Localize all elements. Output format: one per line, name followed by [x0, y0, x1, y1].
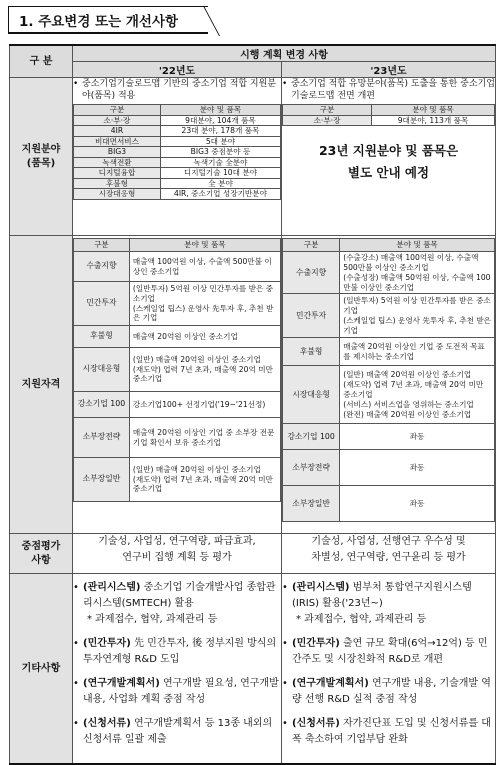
row-value: (일반투자) 5억원 이상 민간투자를 받은 중소기업 (스케일업 팁스) 운영사 先투자 후, 추천 받은 기업 — [340, 294, 495, 338]
table-row — [74, 282, 281, 326]
bullet-icon: • — [73, 638, 79, 649]
table-header: 분야 및 품목 — [160, 105, 280, 115]
support-field-label: 지원분야 (품목) — [10, 78, 73, 236]
row-category: 소부장전략 — [74, 418, 130, 458]
row-category: 소부장일반 — [283, 486, 340, 522]
year-23-header: '23년도 — [282, 62, 496, 78]
etc-item-text: 중소기업 기술개발사업 종합관리시스템(SMTECH) 활용 — [83, 582, 276, 609]
table-row — [74, 348, 281, 392]
row-category: 수출지향 — [283, 252, 340, 294]
row-category: 민간투자 — [74, 282, 130, 326]
etc-item-key: (신청서류) — [83, 718, 131, 729]
bullet-icon: • — [282, 582, 288, 593]
table-row — [74, 157, 281, 167]
etc-item-key: (연구개발계획서) — [292, 678, 369, 689]
row-category: 소·부·장 — [74, 115, 161, 125]
row-category: BIG3 — [74, 147, 161, 157]
table-row — [283, 294, 495, 338]
row-value: (일반) 매출액 20억원 이상인 중소기업 (재도약) 업력 7년 초과, 매출액 20억 미만 중소기업 (서비스) 서비스업을 영위하는 중소기업 (완전) 매출액 20억원 이상인 중소기업 — [340, 366, 495, 424]
table-row — [283, 252, 495, 294]
row-value: 강소기업100+ 선정기업('19~'21선정) — [129, 392, 280, 418]
etc-22 — [73, 574, 282, 764]
qualification-22-table — [73, 238, 281, 502]
row-category: 시장대응형 — [283, 366, 340, 424]
etc-item-text: 자가진단표 도입 및 신청서류를 대폭 축소하여 기업부담 완화 — [292, 718, 491, 745]
bullet-icon: • — [73, 678, 79, 689]
row-category: 소부장일반 — [74, 458, 130, 502]
table-header: 구분 — [74, 105, 161, 115]
support-field-23-notice: 23년 지원분야 및 품목은 별도 안내 예정 — [318, 143, 459, 181]
etc-item — [282, 676, 495, 708]
table-row — [74, 168, 281, 178]
row-category: 소·부·장 — [283, 115, 372, 125]
row-category: 수출지향 — [74, 252, 130, 282]
etc-item — [282, 716, 495, 748]
support-field-22: • 중소기업기술로드맵 기반의 중소기업 적합 지원분야(품목) 적용 구분 분야 및 품목 소·부·장 9대분야, 104개 품목 4IR 23대 분야, 178개 품목 비대면서비스 5대 분야 BIG3 BIG3 중점분야 등 녹색전환 녹색기술 全분야 디지털융합 디지털기술 10대 분야 후불형 全 분야 시장대응형 4IR, 중소기업 성장기반분야 — [73, 78, 282, 236]
row-value: 5대 분야 — [160, 136, 280, 146]
support-field-22-table — [73, 104, 281, 199]
row-category: 강소기업 100 — [74, 392, 130, 418]
table-row — [283, 115, 495, 125]
table-header: 분야 및 품목 — [372, 105, 495, 115]
table-header: 구분 — [283, 105, 372, 115]
row-value: 매출액 20억원 이상인 기업 중 도전적 목표를 제시하는 중소기업 — [340, 338, 495, 366]
row-value: 매출액 20억원 이상인 기업 중 소부장 전문기업 확인서 보유 중소기업 — [129, 418, 280, 458]
etc-item-note: * 과제접수, 협약, 과제관리 등 — [296, 614, 427, 625]
row-category: 4IR — [74, 126, 161, 136]
plan-title-header: 시행 계획 변경 사항 — [73, 45, 496, 62]
etc-item-key: (신청서류) — [292, 718, 340, 729]
etc-item — [73, 716, 281, 748]
etc-23 — [282, 574, 496, 764]
qualification-23-table — [282, 238, 495, 522]
table-row — [283, 338, 495, 366]
etc-item — [282, 580, 495, 628]
row-category: 민간투자 — [283, 294, 340, 338]
bullet-icon: • — [282, 718, 288, 729]
table-header: 분야 및 품목 — [129, 239, 280, 252]
table-row — [74, 458, 281, 502]
row-category: 강소기업 100 — [283, 424, 340, 450]
row-value: 매출액 100억원 이상, 수출액 500만불 이상인 중소기업 — [129, 252, 280, 282]
etc-item-text: 연구개발 필요성, 연구개발 내용, 사업화 계획 중점 작성 — [83, 678, 279, 705]
table-header: 구분 — [74, 239, 130, 252]
category-header: 구 분 — [10, 45, 73, 78]
etc-item-note: * 과제접수, 협약, 과제관리 등 — [87, 614, 218, 625]
change-table — [9, 44, 496, 765]
row-category: 녹색전환 — [74, 157, 161, 167]
row-value: 좌동 — [340, 486, 495, 522]
row-value: (수출강소) 매출액 100억원 이상, 수출액 500만불 이상인 중소기업 (수출성장) 매출액 50억원 이상, 수출액 100만불 이상인 중소기업 — [340, 252, 495, 294]
row-value: 좌동 — [340, 424, 495, 450]
table-row — [283, 486, 495, 522]
bullet-icon: • — [282, 678, 288, 689]
row-value: 9대분야, 104개 품목 — [160, 115, 280, 125]
support-field-22-bullet: 중소기업기술로드맵 기반의 중소기업 적합 지원분야(품목) 적용 — [82, 79, 277, 102]
etc-item-key: (관리시스템) — [292, 582, 350, 593]
etc-item — [73, 580, 281, 628]
qualification-22 — [73, 236, 282, 534]
etc-item-text: 출연 규모 확대(6억→12억) 등 민간주도 및 시장친화적 R&D로 개편 — [292, 638, 488, 665]
table-row — [283, 366, 495, 424]
row-category: 후불형 — [74, 178, 161, 188]
row-category: 후불형 — [74, 326, 130, 348]
table-row — [283, 424, 495, 450]
table-header: 분야 및 품목 — [340, 239, 495, 252]
bullet-icon: • — [73, 718, 79, 729]
table-row — [74, 126, 281, 136]
section-heading — [8, 6, 238, 34]
bullet-icon: • — [282, 638, 288, 649]
table-header: 구분 — [283, 239, 340, 252]
qualification-23 — [282, 236, 496, 534]
etc-item-text: 연구개발 내용, 기술개발 역량 선행 R&D 실적 중점 작성 — [292, 678, 491, 705]
row-value: 매출액 20억원 이상인 중소기업 — [129, 326, 280, 348]
row-value: 23대 분야, 178개 품목 — [160, 126, 280, 136]
row-category: 시장대응형 — [74, 189, 161, 199]
etc-item-key: (연구개발계획서) — [83, 678, 160, 689]
section-heading-text: 1. 주요변경 또는 개선사항 — [8, 6, 208, 34]
support-field-23: • 중소기업 적합 유망분야(품목) 도출을 통한 중소기업기술로드맵 전면 개편 구분 분야 및 품목 소·부·장 9대분야, 113개 품목 23년 지원분야 및 품목은 별도 안내 예정 — [282, 78, 496, 236]
etc-item — [73, 636, 281, 668]
table-row — [74, 252, 281, 282]
table-row — [283, 450, 495, 486]
table-row — [74, 115, 281, 125]
table-row — [74, 178, 281, 188]
evaluation-23: 기술성, 사업성, 선행연구 우수성 및 차별성, 연구역량, 연구윤리 등 평가 — [282, 534, 496, 574]
support-field-23-bullet: 중소기업 적합 유망분야(품목) 도출을 통한 중소기업기술로드맵 전면 개편 — [291, 79, 495, 102]
row-value: 全 분야 — [160, 178, 280, 188]
row-value: 녹색기술 全분야 — [160, 157, 280, 167]
etc-item — [282, 636, 495, 668]
row-category: 시장대응형 — [74, 348, 130, 392]
row-category: 디지털융합 — [74, 168, 161, 178]
row-value: 4IR, 중소기업 성장기반분야 — [160, 189, 280, 199]
etc-item-key: (민간투자) — [83, 638, 131, 649]
etc-item-key: (민간투자) — [292, 638, 340, 649]
etc-label: 기타사항 — [10, 574, 73, 764]
etc-item-key: (관리시스템) — [83, 582, 141, 593]
etc-item-text: 先 민간투자, 後 정부지원 방식의 투자연계형 R&D 도입 — [83, 638, 277, 665]
etc-item — [73, 676, 281, 708]
row-value: (일반투자) 5억원 이상 민간투자를 받은 중소기업 (스케일업 팁스) 운영사 先투자 후, 추천 받은 기업 — [129, 282, 280, 326]
table-row — [74, 392, 281, 418]
evaluation-label: 중점평가 사항 — [10, 534, 73, 574]
bullet-icon: • — [73, 582, 79, 593]
row-category: 후불형 — [283, 338, 340, 366]
table-row — [74, 326, 281, 348]
evaluation-22: 기술성, 사업성, 연구역량, 파급효과, 연구비 집행 계획 등 평가 — [73, 534, 282, 574]
row-value: BIG3 중점분야 등 — [160, 147, 280, 157]
year-22-header: '22년도 — [73, 62, 282, 78]
table-row — [74, 136, 281, 146]
row-category: 비대면서비스 — [74, 136, 161, 146]
row-value: 디지털기술 10대 분야 — [160, 168, 280, 178]
etc-item-text: 범부처 통합연구지원시스템(IRIS) 활용('23년~) — [292, 582, 472, 609]
row-value: 좌동 — [340, 450, 495, 486]
qualification-label: 지원자격 — [10, 236, 73, 534]
table-row — [74, 418, 281, 458]
row-value: (일반) 매출액 20억원 이상인 중소기업 (재도약) 업력 7년 초과, 매출액 20억 미만 중소기업 — [129, 348, 280, 392]
table-row — [74, 147, 281, 157]
row-category: 소부장전략 — [283, 450, 340, 486]
table-row — [74, 189, 281, 199]
row-value: 9대분야, 113개 품목 — [372, 115, 495, 125]
row-value: (일반) 매출액 20억원 이상인 중소기업 (재도약) 업력 7년 초과, 매출액 20억 미만 중소기업 — [129, 458, 280, 502]
etc-item-text: 연구개발계획서 등 13종 내외의 신청서류 일괄 제출 — [83, 718, 273, 745]
support-field-23-table — [282, 104, 495, 126]
